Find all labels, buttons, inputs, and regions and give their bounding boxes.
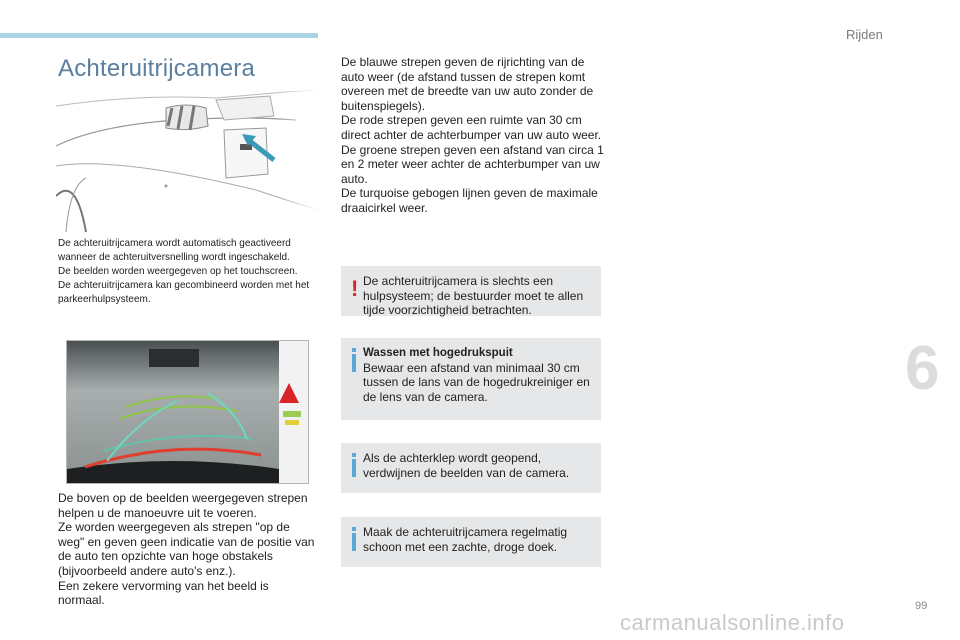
section-label: Rijden	[846, 27, 883, 42]
chapter-number: 6	[905, 334, 940, 403]
right-paragraph: De blauwe strepen geven de rijrichting van de auto weer (de afstand tussen de strepen komt overeen met de breedte van uw auto zonder de buitenspiegels).	[341, 55, 594, 113]
intro-paragraph: De achteruitrijcamera wordt automatisch geactiveerd wanneer de achteruitversnelling wordt ingeschakeld.	[58, 237, 291, 263]
bottom-paragraph: De boven op de beelden weergegeven strepen helpen u de manoeuvre uit te voeren.	[58, 491, 308, 520]
bottom-paragraph: Een zekere vervorming van het beeld is normaal.	[58, 578, 269, 608]
info-box-cleaning	[341, 517, 601, 567]
info-box-washing	[341, 338, 601, 420]
right-paragraph: De turquoise gebogen lijnen geven de maximale draaicirkel weer.	[341, 186, 598, 215]
info-text: Als de achterklep wordt geopend, verdwijnen de beelden van de camera.	[363, 451, 570, 480]
info-box-tailgate	[341, 443, 601, 493]
page-number: 99	[915, 600, 928, 612]
info-text: Maak de achteruitrijcamera regelmatig schoon met een zachte, droge doek.	[363, 525, 568, 554]
info-heading: Wassen met hogedrukspuit	[363, 347, 513, 359]
page-title: Achteruitrijcamera	[58, 55, 255, 82]
bottom-text	[58, 491, 318, 608]
watermark: carmanualsonline.info	[620, 610, 845, 635]
car-rear-illustration	[56, 86, 318, 232]
intro-paragraph: De achteruitrijcamera kan gecombineerd worden met het parkeerhulpsysteem.	[58, 279, 310, 305]
intro-text	[58, 236, 323, 306]
right-paragraph: De groene strepen geven een afstand van circa 1 en 2 meter weer achter de achterbumper van uw auto.	[341, 142, 604, 186]
warning-text: De achteruitrijcamera is slechts een hulpsysteem; de bestuurder moet te allen tijde voorzichtigheid betrachten.	[363, 274, 584, 318]
right-paragraph: De rode strepen geven een ruimte van 30 cm direct achter de achterbumper van uw auto weer.	[341, 113, 602, 142]
bottom-paragraph: Ze worden weergegeven als strepen "op de weg" en geven geen indicatie van de positie van de auto ten opzichte van hoge obstakels (bijvoorbeeld andere auto's enz.).	[58, 520, 315, 578]
warning-box	[341, 266, 601, 316]
intro-paragraph: De beelden worden weergegeven op het touchscreen.	[58, 265, 298, 277]
header-accent-bar	[0, 33, 318, 38]
lines-explanation	[341, 55, 606, 216]
camera-view-image	[66, 340, 309, 484]
info-text: Bewaar een afstand van minimaal 30 cm tussen de lans van de hogedrukreiniger en de lens van de camera.	[363, 360, 590, 404]
warning-exclamation-icon: !	[351, 276, 359, 301]
